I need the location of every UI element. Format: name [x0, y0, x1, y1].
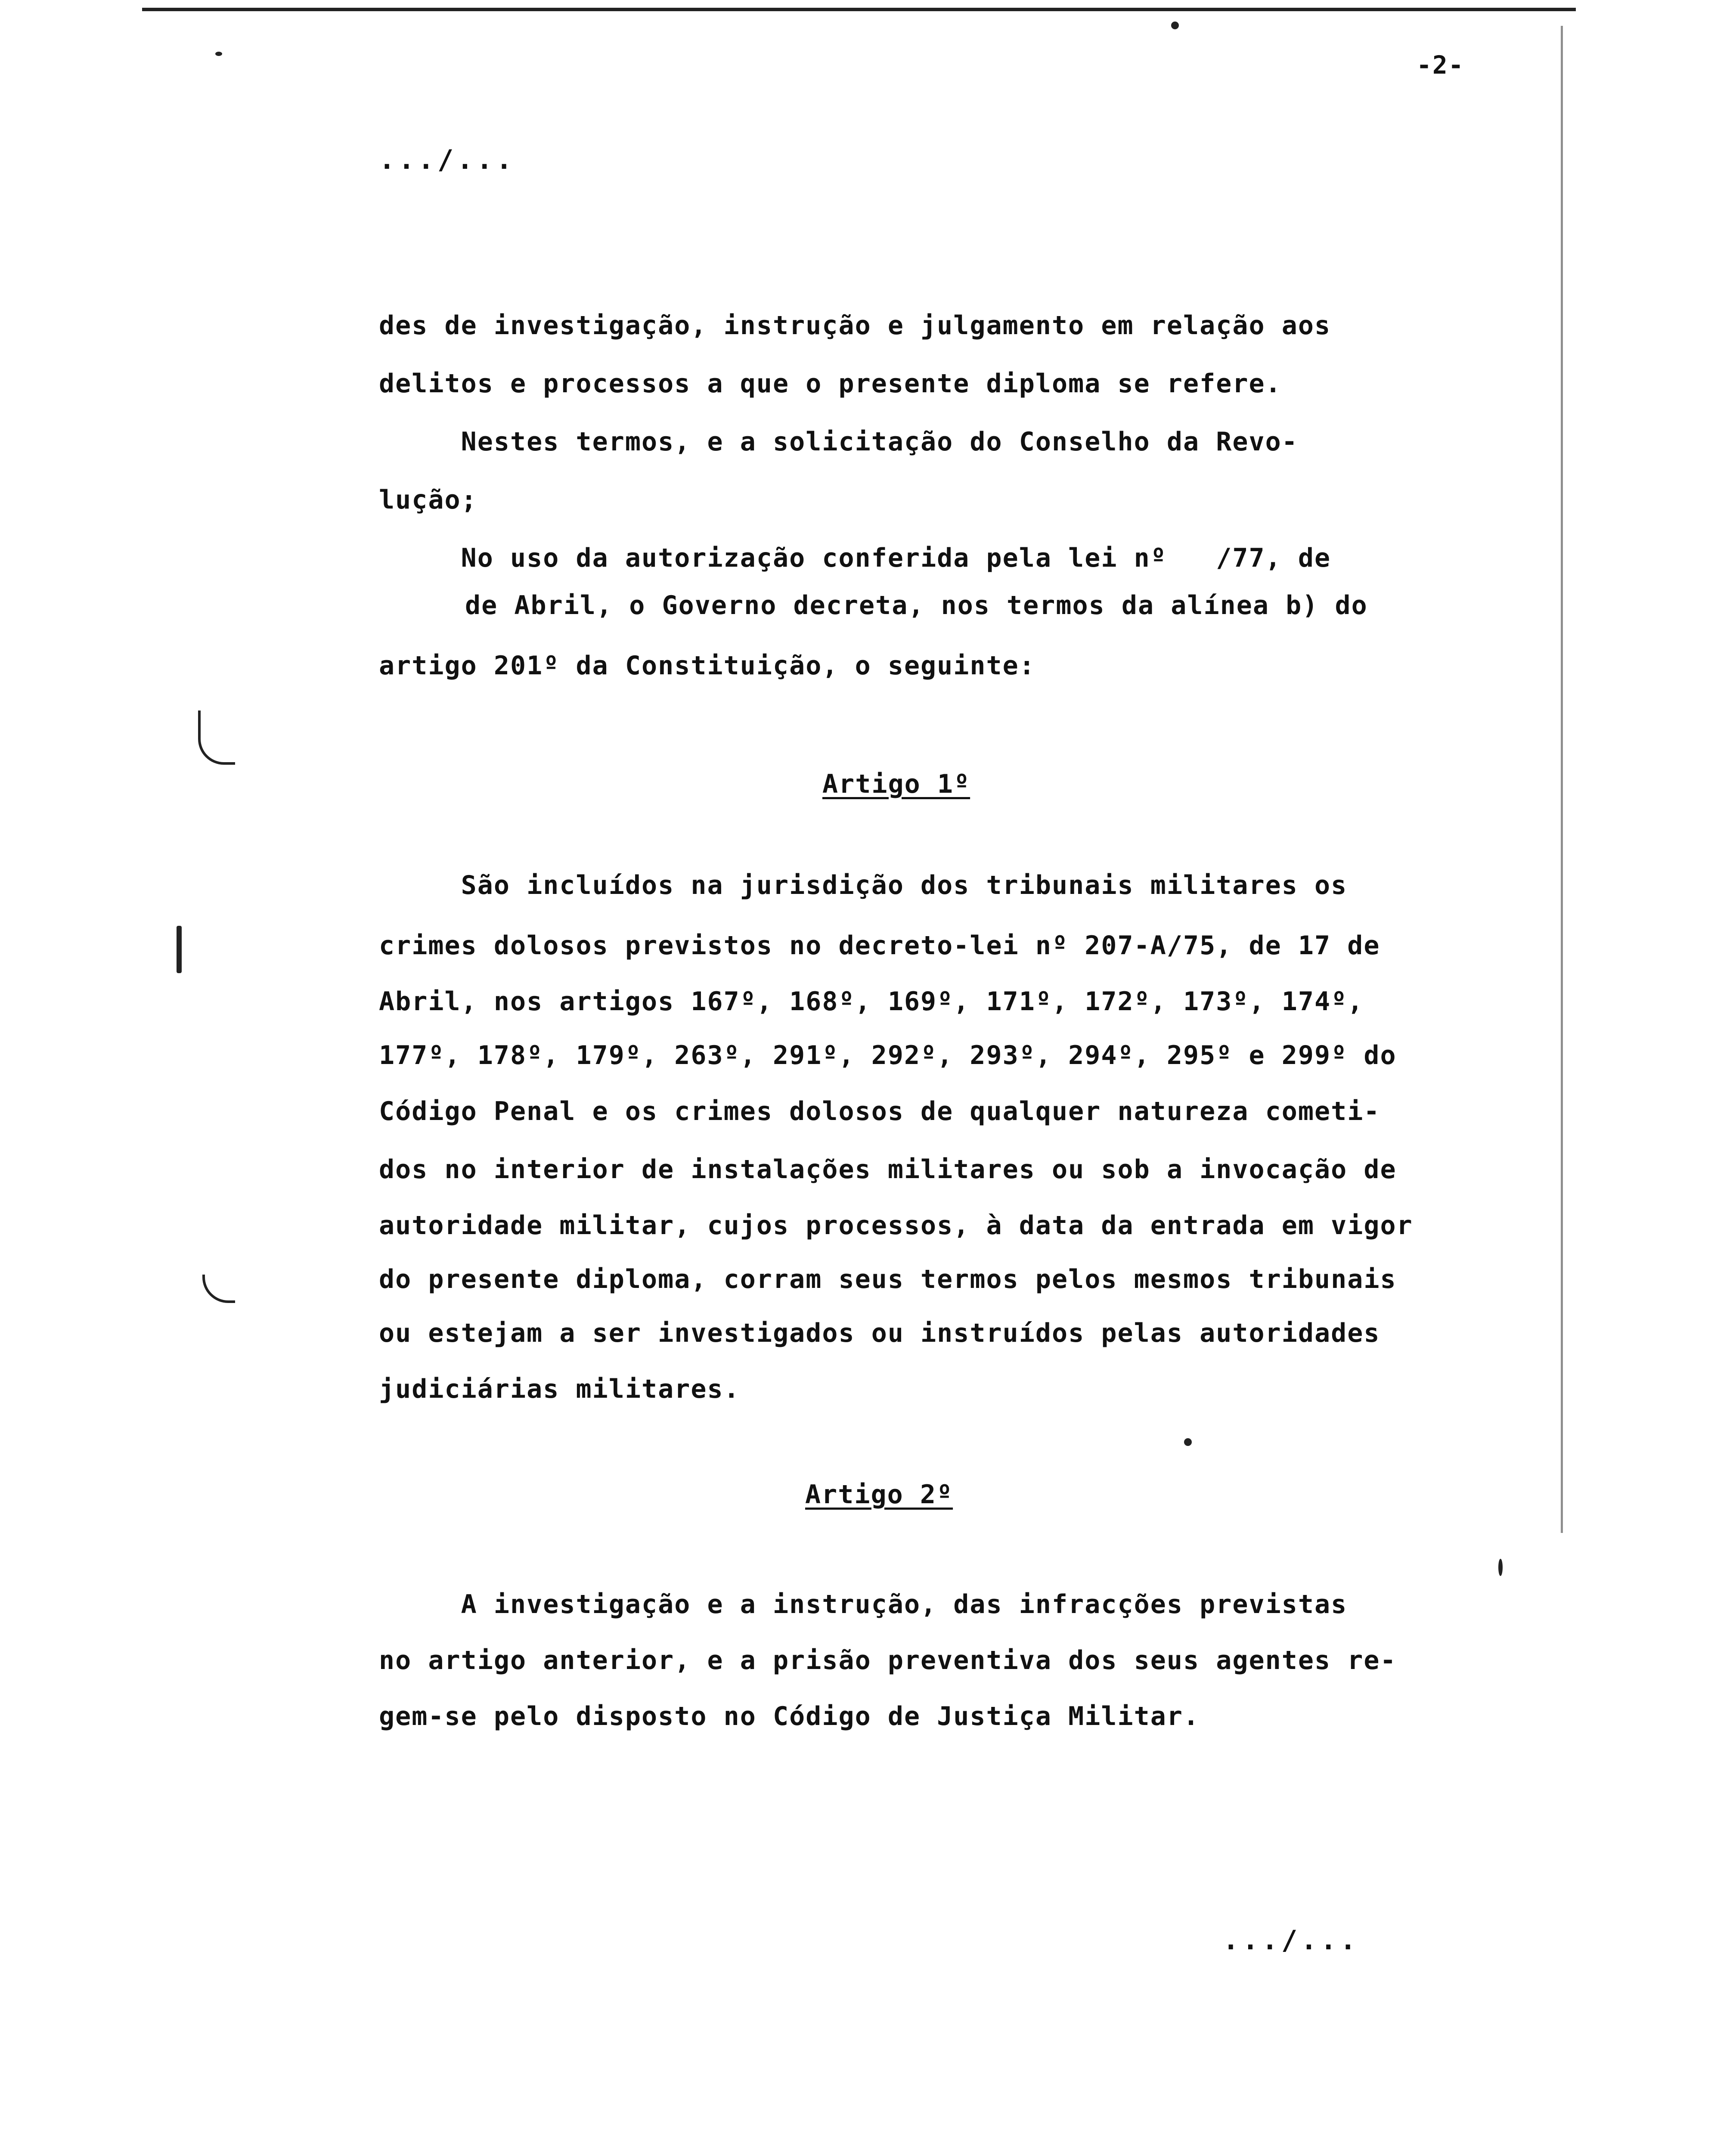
preamble-line: Nestes termos, e a solicitação do Conselho da Revo- [379, 427, 1298, 457]
article-2-heading: Artigo 2º [805, 1480, 953, 1510]
article-1-line: dos no interior de instalações militares ou sob a invocação de [379, 1154, 1397, 1185]
scan-speck [1184, 1438, 1192, 1446]
article-1-heading: Artigo 1º [822, 769, 970, 799]
article-2-line: gem-se pelo disposto no Código de Justiça Militar. [379, 1701, 1200, 1731]
preamble-line: artigo 201º da Constituição, o seguinte: [379, 651, 1035, 681]
article-1-line: ou estejam a ser investigados ou instruídos pelas autoridades [379, 1318, 1380, 1348]
page-number: -2- [1417, 50, 1464, 80]
scan-speck [1498, 1559, 1503, 1576]
article-1-line: Código Penal e os crimes dolosos de qualquer natureza cometi- [379, 1096, 1380, 1126]
article-1-line: crimes dolosos previstos no decreto-lei nº 207-A/75, de 17 de [379, 931, 1380, 961]
preamble-line: des de investigação, instrução e julgamento em relação aos [379, 310, 1331, 341]
scan-mark [198, 710, 235, 765]
scan-mark [177, 926, 182, 973]
continuation-marker-bottom: .../... [1223, 1924, 1360, 1956]
scan-mark [202, 1275, 235, 1303]
article-1-line: 177º, 178º, 179º, 263º, 291º, 292º, 293º, 294º, 295º e 299º do [379, 1040, 1397, 1070]
article-1-line: judiciárias militares. [379, 1374, 740, 1404]
page-edge-line [1561, 26, 1563, 1533]
preamble-line: delitos e processos a que o presente diploma se refere. [379, 369, 1282, 399]
article-1-line: São incluídos na jurisdição dos tribunais militares os [379, 870, 1348, 900]
article-2-line: no artigo anterior, e a prisão preventiva dos seus agentes re- [379, 1645, 1397, 1675]
article-1-line: do presente diploma, corram seus termos pelos mesmos tribunais [379, 1264, 1397, 1294]
scan-speck [215, 52, 222, 56]
continuation-marker-top: .../... [379, 144, 516, 175]
article-1-line: autoridade militar, cujos processos, à data da entrada em vigor [379, 1210, 1413, 1241]
article-2-line: A investigação e a instrução, das infracções previstas [379, 1589, 1348, 1619]
scan-speck [1171, 22, 1179, 29]
top-border-line [142, 8, 1576, 11]
preamble-line: No uso da autorização conferida pela lei nº /77, de [379, 543, 1331, 573]
preamble-line: de Abril, o Governo decreta, nos termos da alínea b) do [465, 590, 1368, 620]
article-1-line: Abril, nos artigos 167º, 168º, 169º, 171º, 172º, 173º, 174º, [379, 987, 1364, 1017]
preamble-line: lução; [379, 485, 477, 515]
